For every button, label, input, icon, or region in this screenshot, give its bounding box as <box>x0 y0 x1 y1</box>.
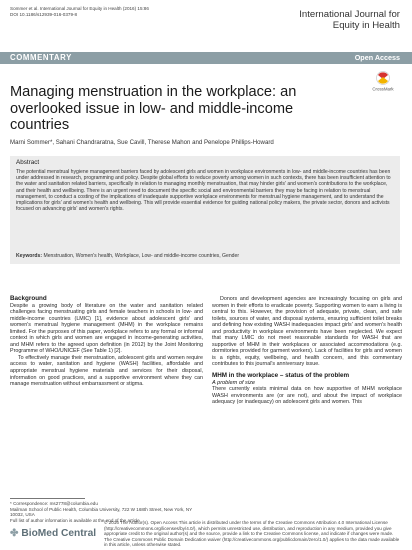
keywords <box>16 253 395 259</box>
publisher-name: BioMed Central <box>21 528 97 539</box>
citation-line: Sommer et al. International Journal for Equity in Health (2016) 15:86 <box>10 6 149 11</box>
open-access-label: Open Access <box>354 53 400 62</box>
journal-name <box>250 9 400 31</box>
body-right-column <box>212 296 402 406</box>
author-info-note: Full list of author information is available at the end of the article <box>10 517 140 523</box>
article-title: Managing menstruation in the workplace: an overlooked issue in low- and middle-income countries <box>10 84 297 134</box>
keywords-label: Keywords: <box>16 253 43 259</box>
crossmark-label: CrossMark <box>372 86 394 92</box>
article-type-label: COMMENTARY <box>10 53 72 62</box>
paragraph: There currently exists minimal data on how supportive of MHM workplace WASH environments are (or are not), and about the impact of workplace adequacy (or inadequacy) on adolescent girls and women. This <box>212 386 402 406</box>
running-header <box>10 6 210 17</box>
keywords-list: Menstruation, Women's health, Workplace, Low- and middle-income countries, Gender <box>43 253 240 259</box>
journal-name-line2: Equity in Health <box>332 20 400 31</box>
crossmark-icon <box>364 70 402 92</box>
abstract-heading: Abstract <box>16 159 40 166</box>
paragraph: Despite a growing body of literature on the water and sanitation related challenges facing menstruating girls and female teachers in schools in low- and middle-income countries (LMIC) [1], evidence about adolescent girls' and women's menstrual hygiene management (MHM) in the workplace remains limited. For the purposes of this paper, workplace refers to any formal or informal context in which girls and women are engaged in income-generating activities, and MHM refers to the agreed upon definition (in 2012) by the Joint Monitoring Programme of WHO/UNICEF (See Table 1) [2]. <box>10 302 203 355</box>
abstract-text: The potential menstrual hygiene management barriers faced by adolescent girls and women in workplace environments in low- and middle-income countries has been under addressed in research, programming and policy. Despite global efforts to reduce poverty among women in such contexts, there has been insufficient attention to the water and sanitation related barriers, specifically in relation to managing monthly menstruation, that may hinder girls' and women's contributions to the workplace, and their health and wellbeing. There is an urgent need to document the specific social and environmental barriers they may be facing in relation to menstrual management, to conduct a costing of the implications of inadequate supportive workplace environments for menstrual hygiene management, and to understand the implications for girls' and women's health and wellbeing. This will provide essential evidence for guiding national policy makers, the private sector, donors and activists focused on advancing girls' and women's rights. <box>16 169 391 213</box>
author-affiliation: Mailman School of Public Health, Columbia University, 722 W 168th Street, New York, NY 10032, USA <box>10 506 193 518</box>
license-statement: © 2016 The Author(s). Open Access This article is distributed under the terms of the Creative Commons Attribution 4.0 International License (http://creativecommons.org/licenses/by/4.0/), which permits unrestricted use, distribution, and reproduction in any medium, provided you give appropriate credit to the original author(s) and the source, provide a link to the Creative Commons license, and indicate if changes were made. The Creative Commons Public Domain Dedication waiver (http://creativecommons.org/publicdomain/zero/1.0/) applies to the data made available in this article, unless otherwise stated. <box>104 520 400 548</box>
paragraph: To effectively manage their menstruation, adolescent girls and women require access to water, sanitation and hygiene (WASH) facilities, affordable and appropriate menstrual hygiene materials and services for their disposal, information on good practices, and a supportive environment where they can manage menstruation without embarrassment or stigma. <box>10 354 203 388</box>
publisher-logo <box>10 528 96 539</box>
crossmark-badge[interactable] <box>364 70 402 92</box>
section-heading: MHM in the workplace – status of the problem <box>212 372 350 380</box>
correspondence-email[interactable]: * Correspondence: ms2778@columbia.edu <box>10 501 98 506</box>
footnote-divider <box>10 498 85 499</box>
journal-name-line1: International Journal for <box>299 9 400 20</box>
subsection-heading: A problem of size <box>212 379 256 386</box>
body-left-column <box>10 296 203 388</box>
background-heading: Background <box>10 295 47 302</box>
author-list: Marni Sommer*, Sahani Chandraratna, Sue Cavill, Therese Mahon and Penelope Phillips-Howard <box>10 139 274 146</box>
paragraph: Donors and development agencies are increasingly focusing on girls and women in their efforts to eradicate poverty. Supporting women to earn a living is central to this. However, the provision of adequate, private, clean, and safe toilets, sources of water, and disposal systems, ensuring sufficient toilet breaks and defining how existing WASH inadequacies impact girls' and women's health and productivity in workplace environments have been neglected. We expect that many LMIC do not meet reasonable standards for WASH that are supportive of MHM in their workplaces or associated accommodations (e.g. dormitories provided for garment workers). Lack of facilities for girls and women is a rights, equity, wellbeing, and health concern, and this commentary contributes to this journal's anniversary issue. <box>212 296 402 368</box>
doi-line: DOI 10.1186/s12939-016-0379-8 <box>10 11 78 17</box>
publisher-mark-icon: ✤ <box>10 528 22 539</box>
